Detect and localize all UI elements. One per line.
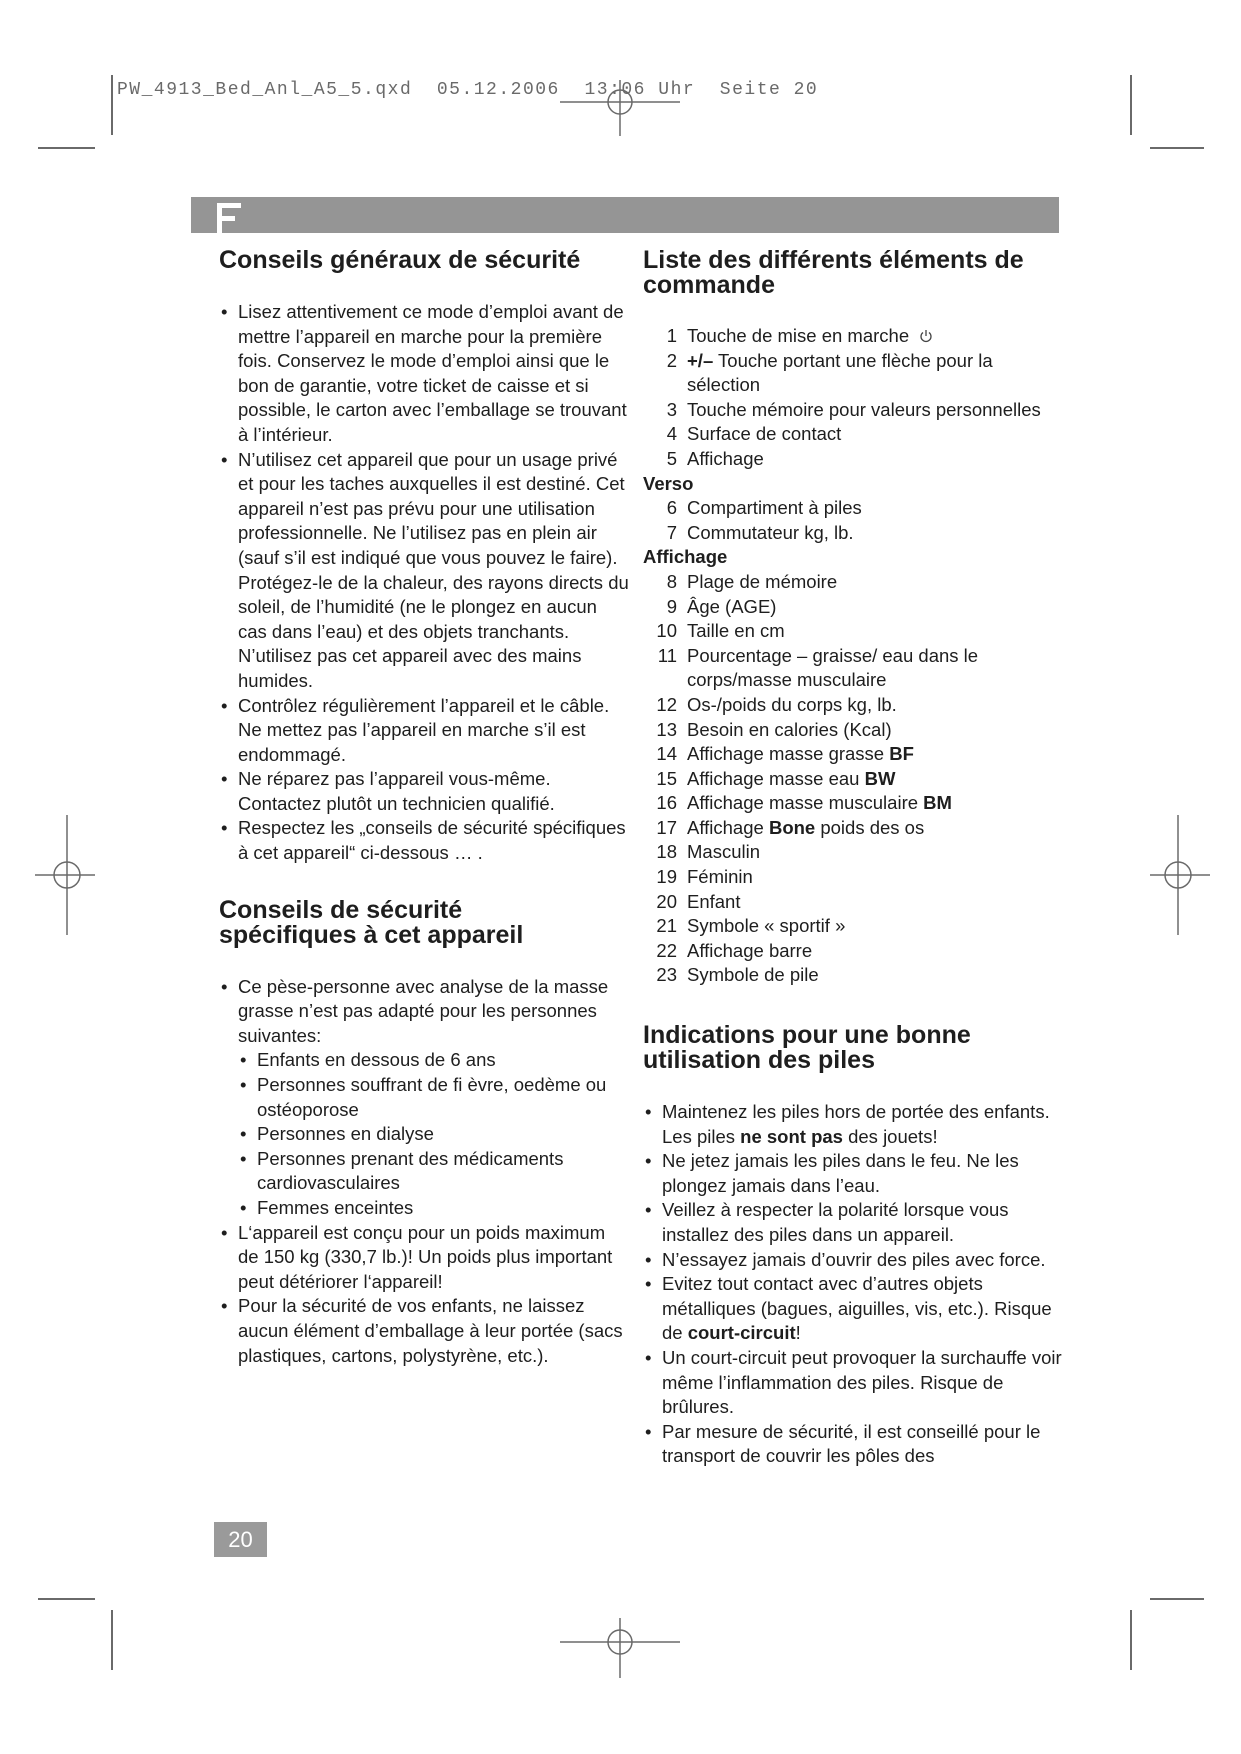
list-item: • Par mesure de sécurité, il est conseillé pour le transport de couvrir les pôles des [643,1420,1063,1469]
list-item: 11 Pourcentage – graisse/ eau dans le corps/masse musculaire [657,644,979,691]
list-item: 16 Affichage masse musculaire BM [656,792,952,814]
specific-safety-section [219,895,629,1369]
group-label-affichage: Affichage [643,546,728,568]
list-item: 17 Affichage Bone poids des os [656,816,925,838]
registration-mark-icon [560,1618,680,1678]
section-title: Liste des différents éléments de commande [643,246,1024,299]
list-item: • Un court-circuit peut provoquer la surchauffe voir même l’inflammation des piles. Risque de brûlures. [643,1346,1063,1420]
section-title: Conseils généraux de sécurité [219,246,581,274]
page-number: 20 [214,1522,267,1557]
group-label-verso: Verso [643,472,694,494]
list-item: 19 Féminin [656,866,753,888]
list-item: • N’essayez jamais d’ouvrir des piles avec force. [643,1248,1063,1273]
list-item: 23 Symbole de pile [656,964,819,986]
power-icon [919,329,933,343]
list-item: • Ne réparez pas l’appareil vous-même. Contactez plutôt un technicien qualifié. [219,767,629,816]
list-item: 20 Enfant [656,890,741,912]
list-item: • Ne jetez jamais les piles dans le feu. Ne les plongez jamais dans l’eau. [643,1149,1063,1198]
list-item: 5 Affichage [666,447,764,469]
list-item: • Lisez attentivement ce mode d’emploi avant de mettre l’appareil en marche pour la première fois. Conservez le mode d’emploi ainsi que le bon de garantie, votre ticket de caisse et si possible, le carton avec l’emballage se trouvant à l’intérieur. [219,300,629,448]
list-item: 13 Besoin en calories (Kcal) [656,718,892,740]
list-item: 1 Touche de mise en marche [643,324,1063,349]
list-item: • Pour la sécurité de vos enfants, ne laissez aucun élément d’emballage à leur portée (sacs plastiques, cartons, polystyrène, etc.). [219,1294,629,1368]
list-item: 10 Taille en cm [656,620,785,642]
right-column [643,248,1063,1499]
list-item: • N’utilisez cet appareil que pour un usage privé et pour les taches auxquelles il est destiné. Cet appareil n’est pas prévu pour une utilisation professionnelle. Ne l’utilisez pas en plein air (sauf s’il est indiqué que vous pouvez le faire). Protégez-le de la chaleur, des rayons directs du soleil, de l’humidité (ne le plongez en aucun cas dans l’eau) et des objets tranchants. N’utilisez pas cet appareil avec des mains humides. [219,448,629,694]
left-column [219,248,629,1398]
sub-list-item: • Personnes souffrant de fi èvre, oedème ou ostéoporose [238,1073,629,1122]
crop-mark [1130,75,1132,135]
list-item: 14 Affichage masse grasse BF [656,743,914,765]
list-item: 18 Masculin [656,841,760,863]
list-item: • Respectez les „conseils de sécurité spécifiques à cet appareil“ ci-dessous … . [219,816,629,865]
list-item: • Maintenez les piles hors de portée des enfants. Les piles ne sont pas des jouets! [643,1100,1063,1149]
list-item: • Contrôlez régulièrement l’appareil et le câble. Ne mettez pas l’appareil en marche s’il est endommagé. [219,694,629,768]
crop-mark [38,147,95,149]
batteries-section [643,1023,1063,1469]
list-item: 22 Affichage barre [656,939,813,961]
list-item: 7 Commutateur kg, lb. [666,521,854,543]
crop-mark [38,1598,95,1600]
language-letter-f [191,197,249,233]
section-title: Conseils de sécurité spécifiques à cet appareil [219,895,524,949]
list-item: 8 Plage de mémoire [666,570,838,592]
elements-list [643,324,1063,988]
registration-mark-icon [560,80,680,136]
crop-mark [1150,1598,1204,1600]
sub-list-item: • Femmes enceintes [238,1196,629,1221]
list-item: • Ce pèse-personne avec analyse de la masse grasse n’est pas adapté pour les personnes suivantes: • Enfants en dessous de 6 ans • Personnes souffrant de fi èvre, oedème ou ostéoporose • Personnes en dialyse • Personnes prenant des médicaments cardiovasculaires • Femmes enceintes [219,975,629,1221]
list-item: • Veillez à respecter la polarité lorsque vous installez des piles dans un appareil. [643,1198,1063,1247]
section-title: Indications pour une bonne utilisation des piles [643,1021,971,1075]
general-safety-section [219,248,629,866]
list-item: 15 Affichage masse eau BW [656,767,896,789]
controls-section [643,248,1063,988]
language-bar [191,197,1059,233]
sub-list-item: • Personnes prenant des médicaments cardiovasculaires [238,1147,629,1196]
registration-mark-icon [35,815,95,935]
list-item: • L‘appareil est conçu pour un poids maximum de 150 kg (330,7 lb.)! Un poids plus important peut détériorer l‘appareil! [219,1221,629,1295]
list-item: 2 +/– Touche portant une flèche pour la sélection [666,349,993,396]
list-item: 4 Surface de contact [666,423,842,445]
sub-list-item: • Personnes en dialyse [238,1122,629,1147]
list-item: • Evitez tout contact avec d’autres objets métalliques (bagues, aiguilles, vis, etc.). Risque de court-circuit! [643,1272,1063,1346]
list-item: 6 Compartiment à piles [666,497,862,519]
list-item: 9 Âge (AGE) [666,595,777,617]
registration-mark-icon [1150,815,1210,935]
print-header: PW_4913_Bed_Anl_A5_5.qxd 05.12.2006 13:06 Uhr Seite 20 [117,80,819,100]
sub-list-item: • Enfants en dessous de 6 ans [238,1048,629,1073]
crop-mark [1130,1610,1132,1670]
list-item: 21 Symbole « sportif » [656,915,846,937]
list-item: 12 Os-/poids du corps kg, lb. [656,693,897,715]
crop-mark [111,1610,113,1670]
crop-mark [1150,147,1204,149]
list-item: 3 Touche mémoire pour valeurs personnelles [666,398,1041,420]
crop-mark [111,75,113,135]
